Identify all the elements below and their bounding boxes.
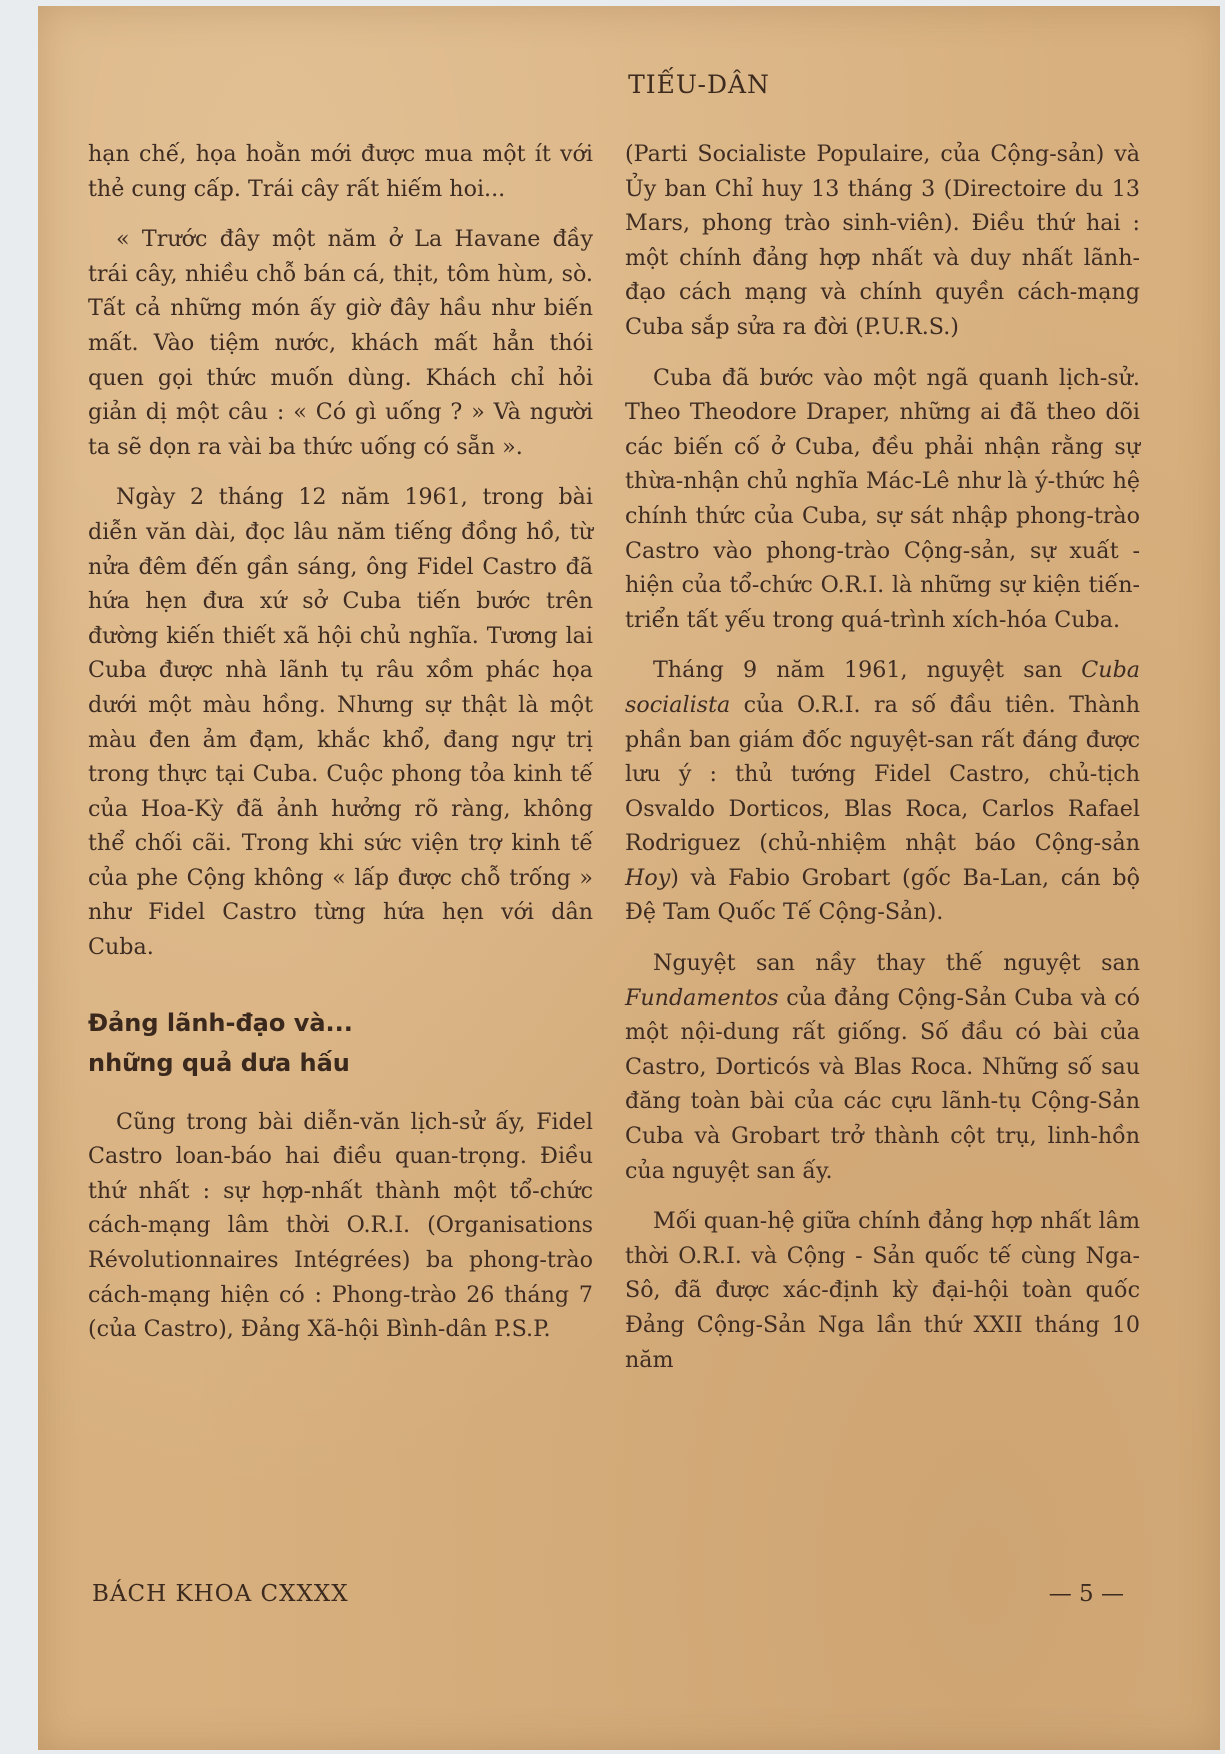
publication-title: Hoy (625, 864, 671, 891)
publication-title: Cuba socialista (625, 657, 1140, 718)
paragraph: Ngày 2 tháng 12 năm 1961, trong bài diễn văn dài, đọc lâu năm tiếng đồng hồ, từ nửa đêm đến gần sáng, ông Fidel Castro đã hứa hẹn đưa xứ sở Cuba tiến bước trên đường kiến thiết xã hội chủ nghĩa. Tương lai Cuba được nhà lãnh tụ râu xồm phác họa dưới một màu hồng. Nhưng sự thật là một màu đen ảm đạm, khắc khổ, đang ngự trị trong thực tại Cuba. Cuộc phong tỏa kinh tế của Hoa-Kỳ đã ảnh hưởng rõ ràng, không thể chối cãi. Trong khi sức viện trợ kinh tế của phe Cộng không « lấp được chỗ trống » như Fidel Castro từng hứa hẹn với dân Cuba. (88, 484, 593, 961)
magazine-page (38, 6, 1220, 1750)
page-number: — 5 — (1048, 1581, 1124, 1607)
paragraph: hạn chế, họa hoằn mới được mua một ít với thẻ cung cấp. Trái cây rất hiếm hoi... (88, 141, 593, 202)
section-heading (88, 1003, 593, 1083)
text-run: của đảng Cộng-Sản Cuba và có một nội-dung rất giống. Số đầu có bài của Castro, Dorticós và Blas Roca. Những số sau đăng toàn bài của các cựu lãnh-tụ Cộng-Sản Cuba và Grobart trở thành cột trụ, linh-hồn của nguyệt san ấy. (625, 984, 1140, 1184)
section-heading-line-2: những quả dưa hấu (88, 1048, 350, 1077)
text-run: của O.R.I. ra số đầu tiên. Thành phần ban giám đốc nguyệt-san rất đáng được lưu ý : thủ tướng Fidel Castro, chủ-tịch Osvaldo Dorticos, Blas Roca, Carlos Rafael Rodriguez (chủ-nhiệm nhật báo Cộng-sản (625, 691, 1140, 857)
paragraph: Mối quan-hệ giữa chính đảng hợp nhất lâm thời O.R.I. và Cộng - Sản quốc tế cùng Nga-Sô, đã được xác-định kỳ đại-hội toàn quốc Đảng Cộng-Sản Nga lần thứ XXII tháng 10 năm (625, 1208, 1140, 1373)
right-column (625, 137, 1140, 1393)
paragraph (625, 653, 1140, 930)
text-run: Tháng 9 năm 1961, nguyệt san (653, 657, 1082, 684)
section-heading-line-1: Đảng lãnh-đạo và... (88, 1008, 353, 1037)
paragraph: « Trước đây một năm ở La Havane đầy trái cây, nhiều chỗ bán cá, thịt, tôm hùm, sò. Tất cả những món ấy giờ đây hầu như biến mất. Vào tiệm nước, khách mất hẳn thói quen gọi thức muốn dùng. Khách chỉ hỏi giản dị một câu : « Có gì uống ? » Và người ta sẽ dọn ra vài ba thức uống có sẵn ». (88, 226, 593, 460)
magazine-footer: BÁCH KHOA CXXXX (92, 1581, 349, 1607)
paragraph (625, 946, 1140, 1188)
paragraph: Cuba đã bước vào một ngã quanh lịch-sử. Theo Theodore Draper, những ai đã theo dõi các biến cố ở Cuba, đều phải nhận rằng sự thừa-nhận chủ nghĩa Mác-Lê như là ý-thức hệ chính thức của Cuba, sự sát nhập phong-trào Castro vào phong-trào Cộng-sản, sự xuất - hiện của tổ-chức O.R.I. là những sự kiện tiến-triển tất yếu trong quá-trình xích-hóa Cuba. (625, 364, 1140, 633)
left-column (88, 137, 593, 1363)
paragraph: Cũng trong bài diễn-văn lịch-sử ấy, Fidel Castro loan-báo hai điều quan-trọng. Điều thứ nhất : sự hợp-nhất thành một tổ-chức cách-mạng lâm thời O.R.I. (Organisations Révolutionnaires Intégrées) ba phong-trào cách-mạng hiện có : Phong-trào 26 tháng 7 (của Castro), Đảng Xã-hội Bình-dân P.S.P. (88, 1108, 593, 1343)
paragraph: (Parti Socialiste Populaire, của Cộng-sản) và Ủy ban Chỉ huy 13 tháng 3 (Directoire du 13 Mars, phong trào sinh-viên). Điều thứ hai : một chính đảng hợp nhất và duy nhất lãnh-đạo cách mạng và chính quyền cách-mạng Cuba sắp sửa ra đời (P.U.R.S.) (625, 141, 1140, 340)
publication-title: Fundamentos (625, 984, 779, 1011)
running-header: TIẾU-DÂN (628, 70, 770, 99)
text-run: Nguyệt san nầy thay thế nguyệt san (653, 950, 1140, 977)
text-run: ) và Fabio Grobart (gốc Ba-Lan, cán bộ Đệ Tam Quốc Tế Cộng-Sản). (625, 864, 1140, 926)
